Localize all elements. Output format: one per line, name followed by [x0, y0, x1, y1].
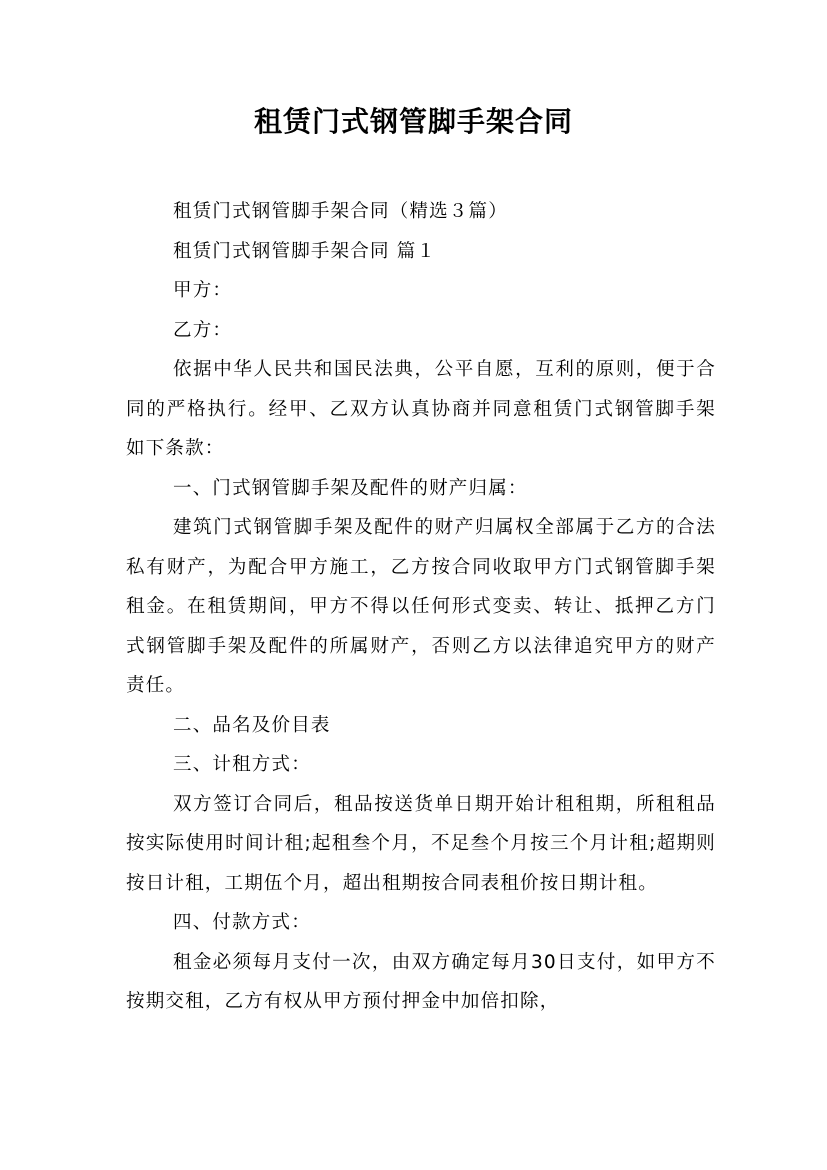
clause-heading: 一、门式钢管脚手架及配件的财产归属：	[173, 477, 528, 499]
intro-paragraph: 依据中华人民共和国民法典，公平自愿，互利的原则，便于合同的严格执行。经甲、乙双方认真协商并同意租赁门式钢管脚手架如下条款：	[126, 359, 716, 459]
section-heading: 租赁门式钢管脚手架合同 篇１	[173, 240, 437, 262]
document-title: 租赁门式钢管脚手架合同	[253, 105, 573, 138]
clause-heading: 四、付款方式：	[173, 912, 311, 933]
subtitle-paragraph: 租赁门式钢管脚手架合同（精选３篇）	[173, 201, 508, 222]
document-body	[126, 192, 716, 1022]
clause-heading: 二、品名及价目表	[173, 714, 331, 736]
clause-paragraph: 双方签订合同后，租品按送货单日期开始计租租期，所租租品按实际使用时间计租;起租叁个月，不足叁个月按三个月计租;超期则按日计租，工期伍个月，超出租期按合同表租价按日期计租。	[126, 793, 716, 894]
party-b-line: 乙方：	[173, 319, 233, 341]
party-a-line: 甲方：	[173, 280, 233, 301]
clause-paragraph: 建筑门式钢管脚手架及配件的财产归属权全部属于乙方的合法私有财产，为配合甲方施工，乙方按合同收取甲方门式钢管脚手架租金。在租赁期间，甲方不得以任何形式变卖、转让、抵押乙方门式钢管脚手架及配件的所属财产，否则乙方以法律追究甲方的财产责任。	[126, 517, 716, 696]
clause-paragraph: 租金必须每月支付一次，由双方确定每月30日支付，如甲方不按期交租，乙方有权从甲方预付押金中加倍扣除，	[126, 951, 716, 1012]
clause-heading: 三、计租方式：	[173, 754, 311, 775]
